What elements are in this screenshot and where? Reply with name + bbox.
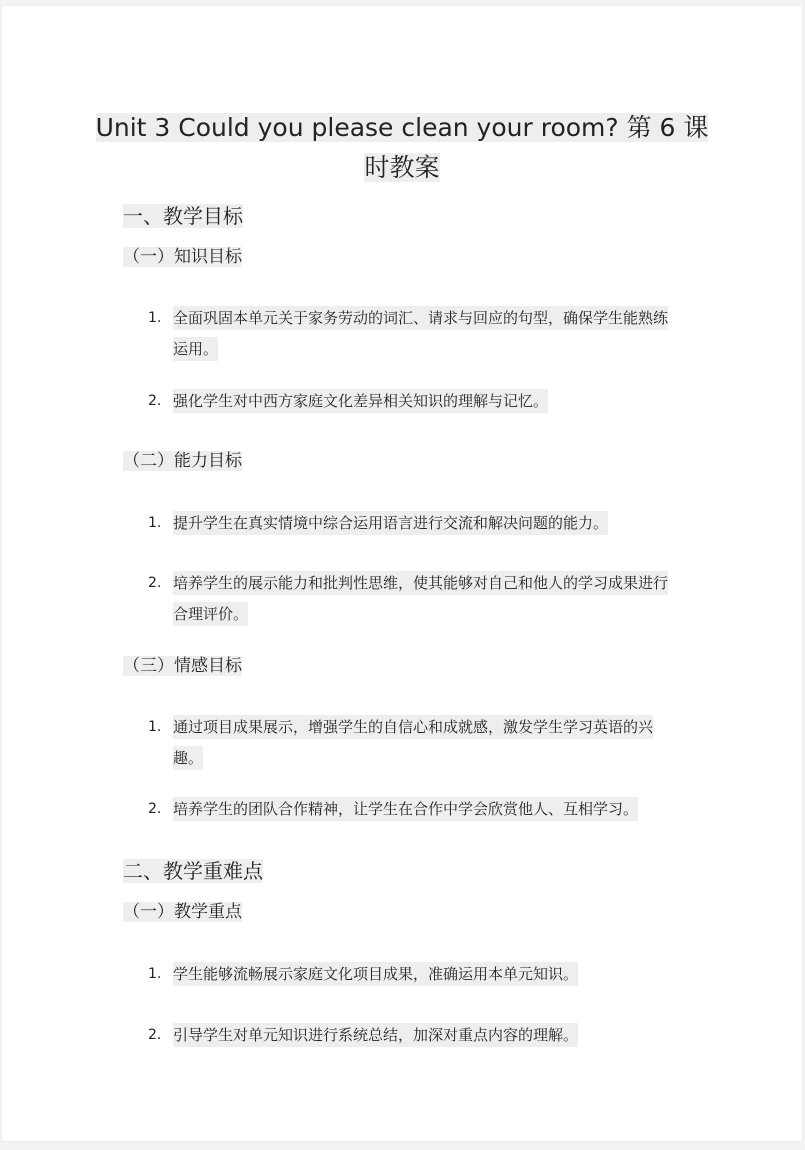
- section-heading-key-and-difficult-points: 二、教学重难点: [123, 859, 263, 883]
- section-heading-teaching-objectives: 一、教学目标: [123, 204, 243, 228]
- list-number: 2.: [148, 801, 162, 817]
- document-title-line-1: Unit 3 Could you please clean your room? 第 6 课: [95, 113, 709, 142]
- list-text: 培养学生的展示能力和批判性思维，使其能够对自己和他人的学习成果进行合理评价。: [173, 571, 668, 626]
- list-text: 提升学生在真实情境中综合运用语言进行交流和解决问题的能力。: [173, 511, 608, 535]
- list-number: 1.: [148, 515, 162, 531]
- subsection-heading-emotional-objectives: （三）情感目标: [123, 656, 242, 676]
- list-number: 2.: [148, 393, 162, 409]
- list-number: 2.: [148, 575, 162, 591]
- subsection-heading-ability-objectives: （二）能力目标: [123, 451, 242, 471]
- list-item: [148, 568, 680, 630]
- list-text: 学生能够流畅展示家庭文化项目成果，准确运用本单元知识。: [173, 962, 578, 986]
- list-item: [148, 303, 680, 365]
- list-item: [148, 712, 680, 774]
- list-number: 1.: [148, 719, 162, 735]
- document-page: [2, 6, 802, 1141]
- list-number: 1.: [148, 310, 162, 326]
- list-text: 强化学生对中西方家庭文化差异相关知识的理解与记忆。: [173, 389, 548, 413]
- list-text: 通过项目成果展示，增强学生的自信心和成就感，激发学生学习英语的兴趣。: [173, 715, 653, 770]
- subsection-heading-teaching-key-points: （一）教学重点: [123, 902, 242, 922]
- subsection-heading-knowledge-objectives: （一）知识目标: [123, 247, 242, 267]
- list-text: 引导学生对单元知识进行系统总结，加深对重点内容的理解。: [173, 1023, 578, 1047]
- list-text: 全面巩固本单元关于家务劳动的词汇、请求与回应的句型，确保学生能熟练运用。: [173, 306, 668, 361]
- list-number: 1.: [148, 966, 162, 982]
- list-text: 培养学生的团队合作精神，让学生在合作中学会欣赏他人、互相学习。: [173, 797, 638, 821]
- document-title-line-2: 时教案: [364, 153, 440, 182]
- list-number: 2.: [148, 1027, 162, 1043]
- list-item: [148, 386, 680, 417]
- list-item: [148, 1020, 680, 1051]
- list-item: [148, 959, 680, 990]
- list-item: [148, 794, 680, 825]
- list-item: [148, 508, 680, 539]
